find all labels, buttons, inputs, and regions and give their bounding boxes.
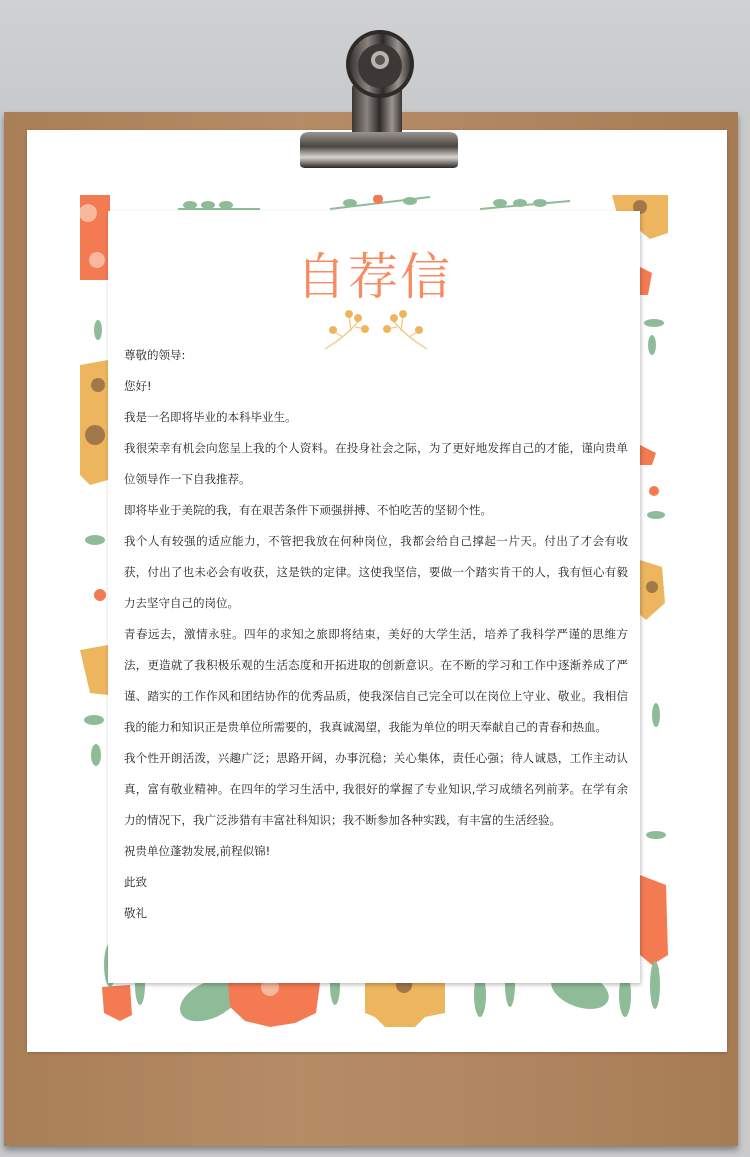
greeting: 您好! — [124, 379, 152, 393]
letter-card — [108, 211, 640, 983]
paragraph: 我是一名即将毕业的本科毕业生。 — [124, 410, 297, 424]
binder-clip-icon — [296, 22, 462, 172]
paragraph: 青春远去，激情永驻。四年的求知之旅即将结束，美好的大学生活，培养了我科学严谨的思维方法，更造就了我积极乐观的生活态度和开拓进取的创新意识。在不断的学习和工作中逐渐养成了严谨、踏实的工作作风和团结协作的优秀品质，使我深信自己完全可以在岗位上守业、敬业。我相信我的能力和知识正是贵单位所需要的，我真诚渴望，我能为单位的明天奉献自己的青春和热血。 — [124, 627, 628, 734]
letter-body — [124, 340, 628, 929]
orange-flower-icon — [80, 195, 110, 280]
wishes: 祝贵单位蓬勃发展,前程似锦! — [124, 844, 271, 858]
letter-title: 自荐信 — [296, 248, 452, 306]
paragraph: 我个性开朗活泼，兴趣广泛；思路开阔，办事沉稳；关心集体，责任心强；待人诚恳，工作主动认真，富有敬业精神。在四年的学习生活中, 我很好的掌握了专业知识,学习成绩名列前茅。在学有余力的情况下，我广泛涉猎有丰富社科知识；我不断参加各种实践，有丰富的生活经验。 — [124, 751, 628, 827]
paragraph: 我很荣幸有机会向您呈上我的个人资料。在投身社会之际，为了更好地发挥自己的才能，谨向贵单位领导作一下自我推荐。 — [124, 441, 628, 486]
closing: 此致 — [124, 875, 147, 889]
paragraph: 即将毕业于美院的我，有在艰苦条件下顽强拼搏、不怕吃苦的坚韧个性。 — [124, 503, 492, 517]
regards: 敬礼 — [124, 906, 147, 920]
paragraph: 我个人有较强的适应能力，不管把我放在何种岗位，我都会给自己撑起一片天。付出了才会有收获，付出了也未必会有收获，这是铁的定律。这使我坚信，要做一个踏实肯干的人，我有恒心有毅力去坚守自己的岗位。 — [124, 534, 628, 610]
salutation: 尊敬的领导: — [124, 348, 186, 362]
